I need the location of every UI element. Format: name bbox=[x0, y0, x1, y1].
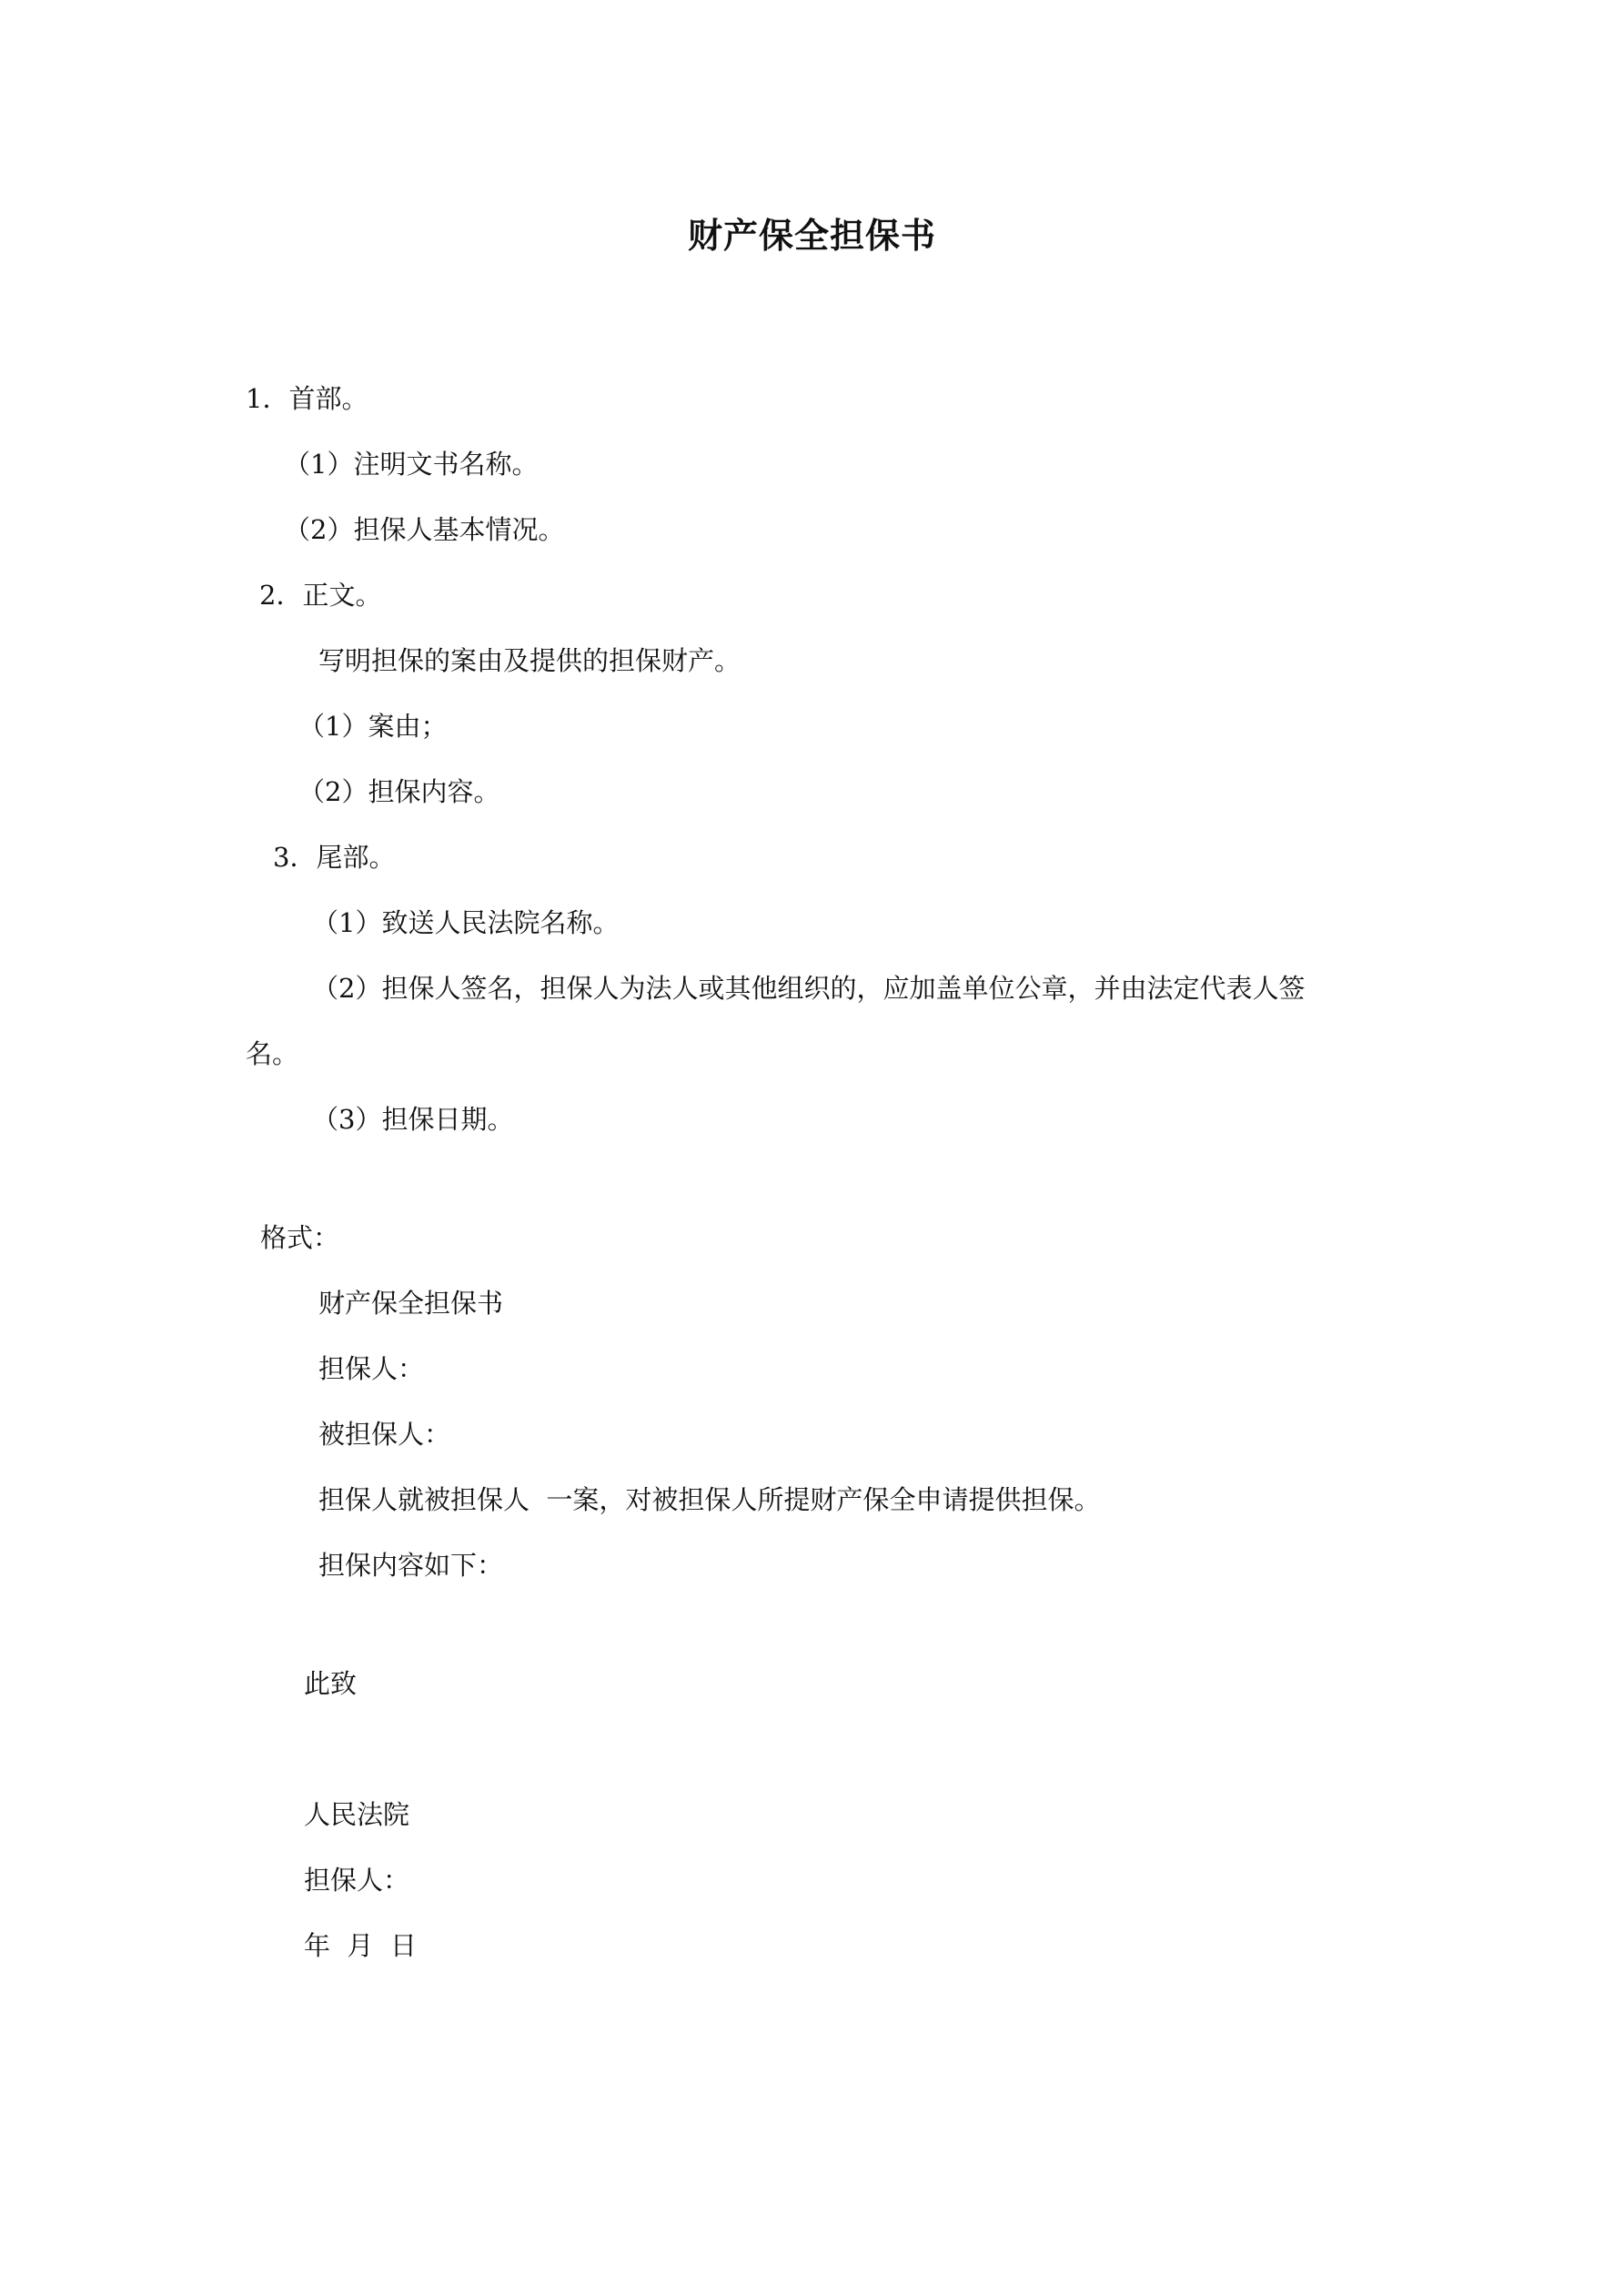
section-2-heading: 2．正文。 bbox=[259, 580, 382, 611]
section-3-heading: 3．尾部。 bbox=[273, 842, 396, 873]
section-1-item-2: （2）担保人基本情况。 bbox=[284, 514, 565, 545]
section-3-item-3: （3）担保日期。 bbox=[312, 1104, 514, 1135]
section-1-item-1: （1）注明文书名称。 bbox=[284, 449, 539, 480]
section-2-description: 写明担保的案由及提供的担保财产。 bbox=[318, 645, 741, 676]
section-2-item-2: （2）担保内容。 bbox=[298, 776, 500, 807]
format-label: 格式： bbox=[260, 1222, 340, 1253]
format-guarantor: 担保人： bbox=[318, 1353, 425, 1384]
section-3-item-2-line-2: 名。 bbox=[246, 1038, 299, 1069]
format-signature: 担保人： bbox=[304, 1865, 410, 1896]
format-court: 人民法院 bbox=[304, 1799, 410, 1830]
format-content-intro: 担保内容如下： bbox=[318, 1550, 504, 1581]
section-3-item-1: （1）致送人民法院名称。 bbox=[312, 907, 620, 938]
section-1-heading: 1．首部。 bbox=[246, 383, 368, 414]
document-title: 财产保全担保书 bbox=[687, 216, 936, 256]
format-document-title: 财产保全担保书 bbox=[318, 1288, 504, 1319]
section-2-item-1: （1）案由； bbox=[298, 711, 448, 742]
format-guaranteed-party: 被担保人： bbox=[318, 1419, 451, 1450]
format-closing: 此致 bbox=[304, 1668, 358, 1699]
format-date: 年 月 日 bbox=[304, 1930, 417, 1961]
format-statement: 担保人就被担保人 一案，对被担保人所提财产保全申请提供担保。 bbox=[318, 1484, 1101, 1515]
section-3-item-2-line-1: （2）担保人签名，担保人为法人或其他组织的，应加盖单位公章，并由法定代表人签 bbox=[312, 973, 1306, 1004]
